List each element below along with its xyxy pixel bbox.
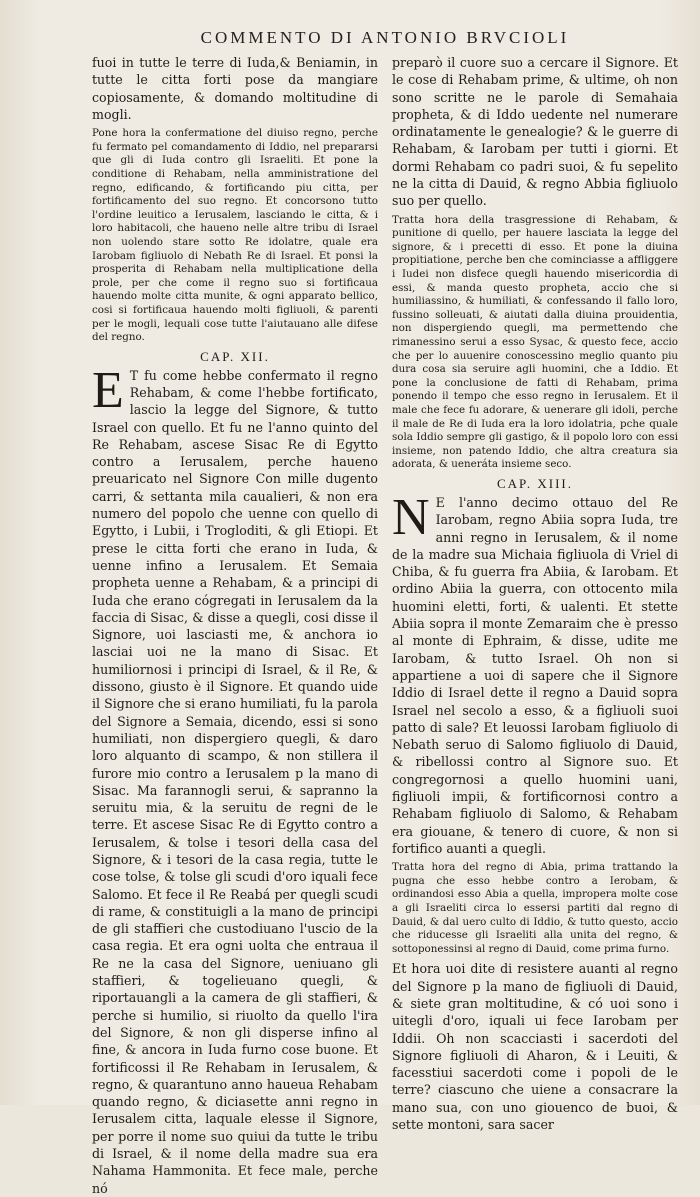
left-commentary: Pone hora la confermatione del diuiso regno, perche fu fermato pel comandamento di Iddio, nel prepararsi que gli di Iuda contro gli Israeliti. Et pone la conditione di Rehabam, nella amministratione del regno, edificando, & fortificando piu citta, per fortificamento del suo regno. Et concorsono tutto l'ordine leuitico a Ierusalem, lasciando le citta, & i loro habitacoli, che haueno nelle altre tribu di Israel non uolendo stare sotto Re idolatre, quale era Iarobam figliuolo di Nebath Re di Israel. Et ponsi la prosperita di Rehabam nella multiplicatione della prole, per che come il regno suo si fortificaua hauendo molte citta munite, & ogni apparato bellico, cosi si fortificaua hauendo molti figliuoli, & parenti per le mogli, lequali cose tutte l'aiutauano alle difese del regno. [92, 127, 378, 344]
chapter-heading-xii: CAP. XII. [200, 348, 270, 364]
two-columns [92, 54, 678, 1197]
right-commentary-1: Tratta hora della trasgressione di Rehabam, & punitione di quello, per hauere lasciata la legge del signore, & i precetti di esso. Et pone la diuina propitiatione, perche ben che cominciasse a affliggere i Iudei non disfece quegli hauendo misericordia di essi, & manda questo propheta, accio che si humiliassino, & humiliati, & confessando il fallo loro, fussino solleuati, & aiutati dalla diuina prouidentia, non dispergiendo quegli, ma permettendo che rimanessino serui a esso Sysac, & questo fece, accio che per lo auuenire conoscessino meglio quanto piu dura cosa sia seruire agli huomini, che a Iddio. Et pone la conclusione de fatti di Rehabam, prima ponendo il tempo che esso regno in Ierusalem. Et il male che fece fu adorare, & uenerare gli idoli, perche il male de Re di Iuda era la loro idolatria, pche quale sola Iddio sempre gli gastigo, & il popolo loro con essi insieme, non patendo Iddio, che altra creatura sia adorata, & ueneráta insieme seco. [392, 213, 678, 471]
drop-cap-n: N [392, 488, 430, 546]
right-commentary-2: Tratta hora del regno di Abia, prima trattando la pugna che esso hebbe contro a Ierobam, & ordinandosi esso Abia a quella, impropera molte cose a gli Israeliti circa lo essersi partiti dal regno di Dauid, & dal uero culto di Iddio, & tutto questo, accio che riducesse gli Israeliti alla unita del regno, & sottoponessinsi al regno di Dauid, come prima furno. [392, 861, 678, 955]
chapter-xiii-text [392, 488, 678, 857]
right-column [392, 54, 678, 1133]
right-text-top: preparò il cuore suo a cercare il Signore. Et le cose di Rehabam prime, & ultime, oh non sono scritte ne le parole di Semahaia propheta, & di Iddo uedente nel numerare ordinatamente le genealogie? & le guerre di Rehabam, & Iarobam per tutti i giorni. Et dormi Rehabam co padri suoi, & fu sepelito ne la citta di Dauid, & regno Abbia figliuolo suo per quello. [392, 55, 678, 209]
drop-cap-e: E [92, 361, 124, 419]
running-head: COMMENTO DI ANTONIO BRVCIOLI [200, 28, 570, 47]
chapter-heading-xiii: CAP. XIII. [497, 475, 573, 491]
chapter-xii-body: T fu come hebbe confermato il regno Rehabam, & come l'hebbe fortificato, lascio la legge del Signore, & tutto Israel con quello. Et fu ne l'anno quinto del Re Rehabam, ascese Sisac Re di Egytto contro a Ierusalem, perche haueno preuaricato nel Signore Con mille dugento carri, & settanta mila caualieri, & non era numero del popolo che uenne con quello di Egytto, i Lubii, i Trogloditi, & gli Etiopi. Et prese le citta forti che erano in Iuda, & uenne infino a Ierusalem. Et Semaia propheta uenne a Rehabam, & a principi di Iuda che erano cógregati in Ierusalem da la faccia di Sisac, & disse a quegli, cosi disse il Signore, uoi lasciasti me, & anchora io lasciai uoi ne la mano di Sisac. Et humiliornosi i principi di Israel, & il Re, & dissono, giusto è il Signore. Et quando uide il Signore che si erano humiliati, fu la parola del Signore a Semaia, dicendo, essi si sono humiliati, non dispergiero quegli, & daro loro alquanto di scampo, & non stillera il furore mio contro a Ierusalem p la mano di Sisac. Ma farannogli serui, & sapranno la seruitu mia, & la seruitu de regni de le terre. Et ascese Sisac Re di Egytto contro a Ierusalem, & tolse i tesori della casa del Signore, & i tesori de la casa regia, tutte le cose tolse, & tolse gli scudi d'oro iquali fece Salomo. Et fece il Re Reabá per quegli scudi di rame, & constituigli a la mano de principi de gli staffieri che custodiuano l'uscio de la casa regia. Et era ogni uolta che entraua il Re ne la casa del Signore, ueniuano gli staffieri, & togelieuano quegli, & riportauangli a la camera de gli staffieri, & perche si humilio, si riuolto da quello l'ira del Signore, & non gli disperse infino al fine, & ancora in Iuda furno cose buone. Et fortificossi il Re Rehabam in Ierusalem, & regno, & quarantuno anno haueua Rehabam quando regno, & diciasette anni regno in Ierusalem citta, laquale elesse il Signore, per porre il nome suo quiui da tutte le tribu di Israel, & il nome della madre sua era Nahama Hammonita. Et fece male, perche nó [92, 367, 378, 1196]
left-text-top: fuoi in tutte le terre di Iuda,& Beniamin, in tutte le citta forti pose da mangiare copiosamente, & domando moltitudine di mogli. [92, 55, 378, 122]
left-column [92, 54, 378, 1197]
chapter-xiii-body: E l'anno decimo ottauo del Re Iarobam, regno Abiia sopra Iuda, tre anni regno in Ierusalem, & il nome de la madre sua Michaia figliuola di Vriel di Chiba, & fu guerra fra Abiia, & Iarobam. Et ordino Abiia la guerra, con ottocento mila huomini eletti, forti, & ualenti. Et stette Abiia sopra il monte Zemaraim che è presso al monte di Ephraim, & disse, udite me Iarobam, & tutto Israel. Oh non si appartiene a uoi di sapere che il Signore Iddio di Israel dette il regno a Dauid sopra Israel nel secolo a esso, & a figliuoli suoi patto di sale? Et leuossi Iarobam figliuolo di Nebath seruo di Salomo figliuolo di Dauid, & ribellossi contro al Signore suo. Et congregornosi a quello huomini uani, figliuoli impii, & fortificornosi contro a Rehabam figliuolo di Salomo, & Rehabam era giouane, & tenero di cuore, & non si fortifico auanti a quegli. [392, 494, 678, 856]
chapter-xii-text [92, 361, 378, 1197]
right-text-bottom: Et hora uoi dite di resistere auanti al regno del Signore p la mano de figliuoli di Dauid, & siete gran moltitudine, & có uoi sono i uitegli d'oro, iquali ui fece Iarobam per Iddii. Oh non scacciasti i sacerdoti del Signore figliuoli di Aharon, & i Leuiti, & facesstiui sacerdoti come i popoli de le terre? ciascuno che uiene a consacrare la mano sua, con uno giouenco de buoi, & sette montoni, sara sacer [392, 961, 678, 1133]
